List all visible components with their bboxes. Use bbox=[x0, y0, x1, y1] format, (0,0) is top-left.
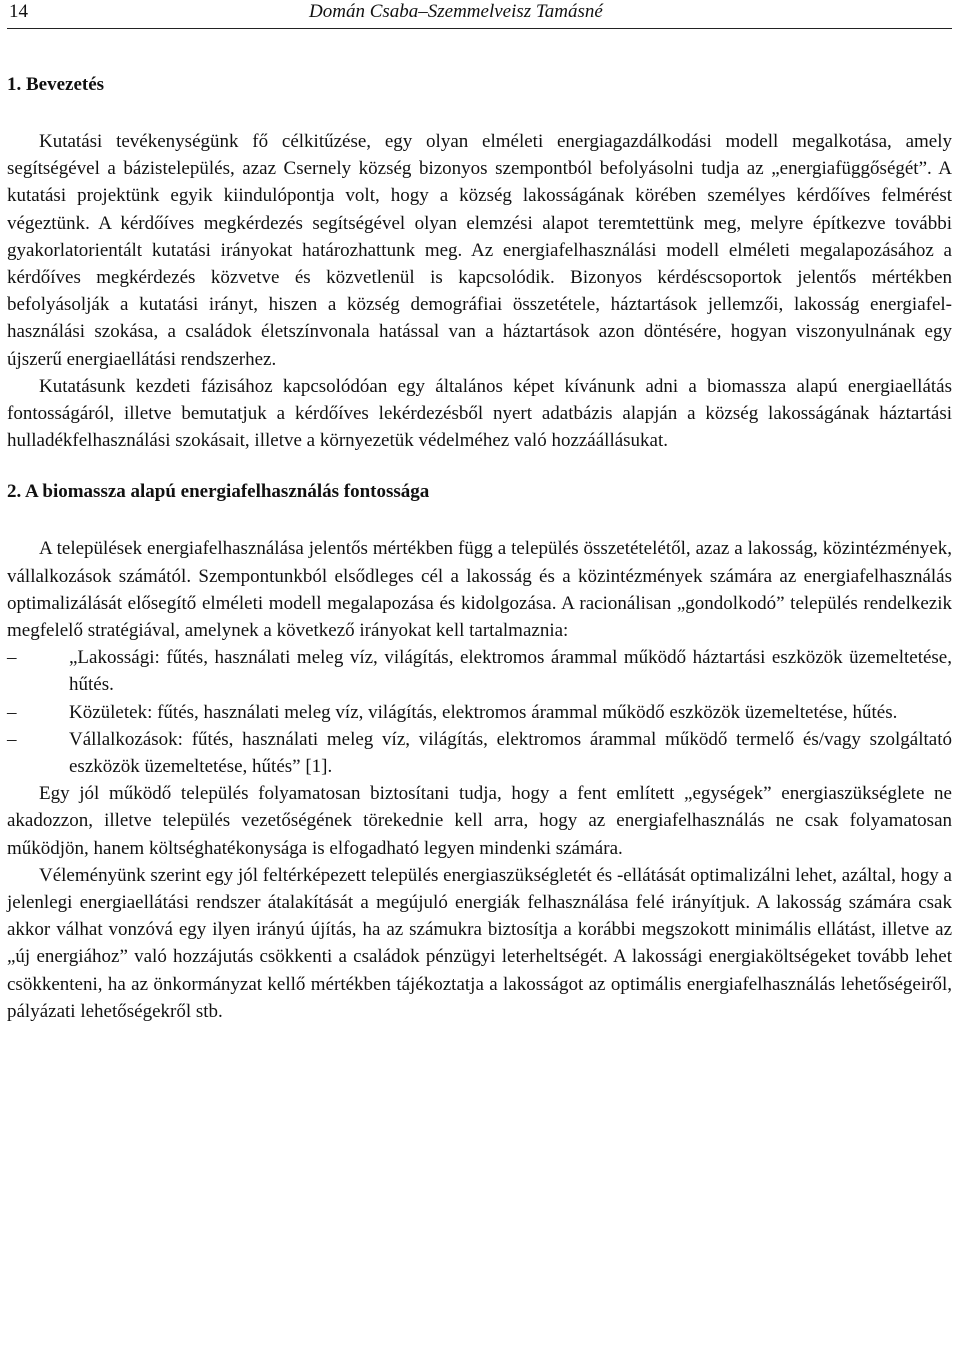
bullet-dash: – bbox=[7, 728, 17, 750]
body-text bbox=[7, 71, 952, 1025]
section-heading-biomass: 2. A biomassza alapú energiafelhasználás fontossága bbox=[7, 481, 430, 503]
bullet-list bbox=[7, 644, 952, 780]
paragraph: Véleményünk szerint egy jól feltérképezett település energiaszükségletét és -ellátását optimalizálni lehet, azáltal, hogy a jelenlegi energiaellátási rendszer átalakítását a megújuló energiák felhasználása felé irányítjuk. A lakosság számára csak akkor válhat vonzóvá egy ilyen irányú újítás, ha az számukra biztosítja a korábbi megszokott minimális ellátást, illetve az „új energiához” való hozzájutás csökkenti a családok pénzügyi leterheltségét. A lakossági energiaköltségeket tovább lehet csökkenteni, ha az önkormányzat kellő mértékben tájékoztatja a lakosságot az optimális energiafelhasználás lehetőségeiről, pályázati lehetőségekről stb. bbox=[7, 864, 952, 1022]
paragraph: Egy jól működő település folyamatosan biztosítani tudja, hogy a fent említett „egységek” energiaszükséglete ne akadozzon, illetve település vezetőségének törekednie kell arra, hogy az energiafelhasználás ne csak folyamatosan működjön, hanem költséghatékonysága is elfogadható legyen mindenki számára. bbox=[7, 783, 952, 859]
page-number: 14 bbox=[9, 1, 28, 22]
section-heading-introduction: 1. Bevezetés bbox=[7, 74, 105, 95]
paragraph: Kutatási tevékenységünk fő célkitűzése, egy olyan elméleti energiagazdálkodási modell megalkotása, amely segítségével a bázistelepülés, azaz Csernely község bizonyos szempontból befolyásolni tudja az „energiafüggőségét”. A kutatási projektünk egyik kiindulópontja volt, hogy a község lakosságának körében személyes kérdőíves felmérést végeztünk. A kérdőíves megkérdezés segítségével olyan elemzési alapot teremtettünk meg, melyre építkezve további gyakorlatorientált kutatási irányokat határozhattunk meg. Az energiafelhasználási modell elméleti megalapozásához a kérdőíves megkérdezés közvetve és közvetlenül is kapcsolódik. Bizonyos kérdéscsoportok jelentős mértékben befolyásolják a kutatási irányt, hiszen a község demográfiai összetétele, háztartások jellemzői, lakosság energiafelhasználási szokása, a családok életszínvonala hatással van a háztartások azon döntésére, hogyan viszonyulnának egy újszerű energiaellátási rendszerhez. bbox=[7, 131, 952, 370]
list-item bbox=[7, 644, 952, 698]
header-rule bbox=[7, 28, 952, 29]
list-item bbox=[7, 726, 952, 780]
list-item-text: Vállalkozások: fűtés, használati meleg víz, világítás, elektromos árammal működő termelő és/vagy szolgáltató eszközök üzemeltetése, hűtés” [1]. bbox=[69, 728, 952, 778]
list-item bbox=[7, 699, 952, 726]
bullet-dash: – bbox=[7, 701, 17, 723]
paragraph: A települések energiafelhasználása jelentős mértékben függ a település összetételétől, azaz a lakosság, közintézmények, vállalkozások számától. Szempontunkból elsődleges cél a lakosság és a közintézmények számára az energiafelhasználás optimalizálását elősegítő elméleti modell megalapozása és kidolgozása. A racionálisan „gondolkodó” település rendelkezik megfelelő stratégiával, amelynek a következő irányokat kell tartalmaznia: bbox=[7, 538, 952, 642]
list-item-text: Közületek: fűtés, használati meleg víz, világítás, elektromos árammal működő eszközök üzemeltetése, hűtés. bbox=[69, 701, 898, 723]
list-item-text: „Lakossági: fűtés, használati meleg víz, világítás, elektromos árammal működő háztartási eszközök üzemeltetése, hűtés. bbox=[69, 647, 952, 696]
bullet-dash: – bbox=[7, 647, 17, 669]
paragraph: Kutatásunk kezdeti fázisához kapcsolódóan egy általános képet kívánunk adni a biomassza alapú energiaellátás fontosságáról, illetve bemutatjuk a kérdőíves lekérdezésből nyert adatbázis alapján a község lakosságának háztartási hulladékfelhasználási szokásait, illetve a környezetük védelméhez való hozzáállásukat. bbox=[7, 375, 952, 452]
running-title: Domán Csaba–Szemmelveisz Tamásné bbox=[309, 1, 603, 22]
running-header bbox=[7, 0, 952, 31]
